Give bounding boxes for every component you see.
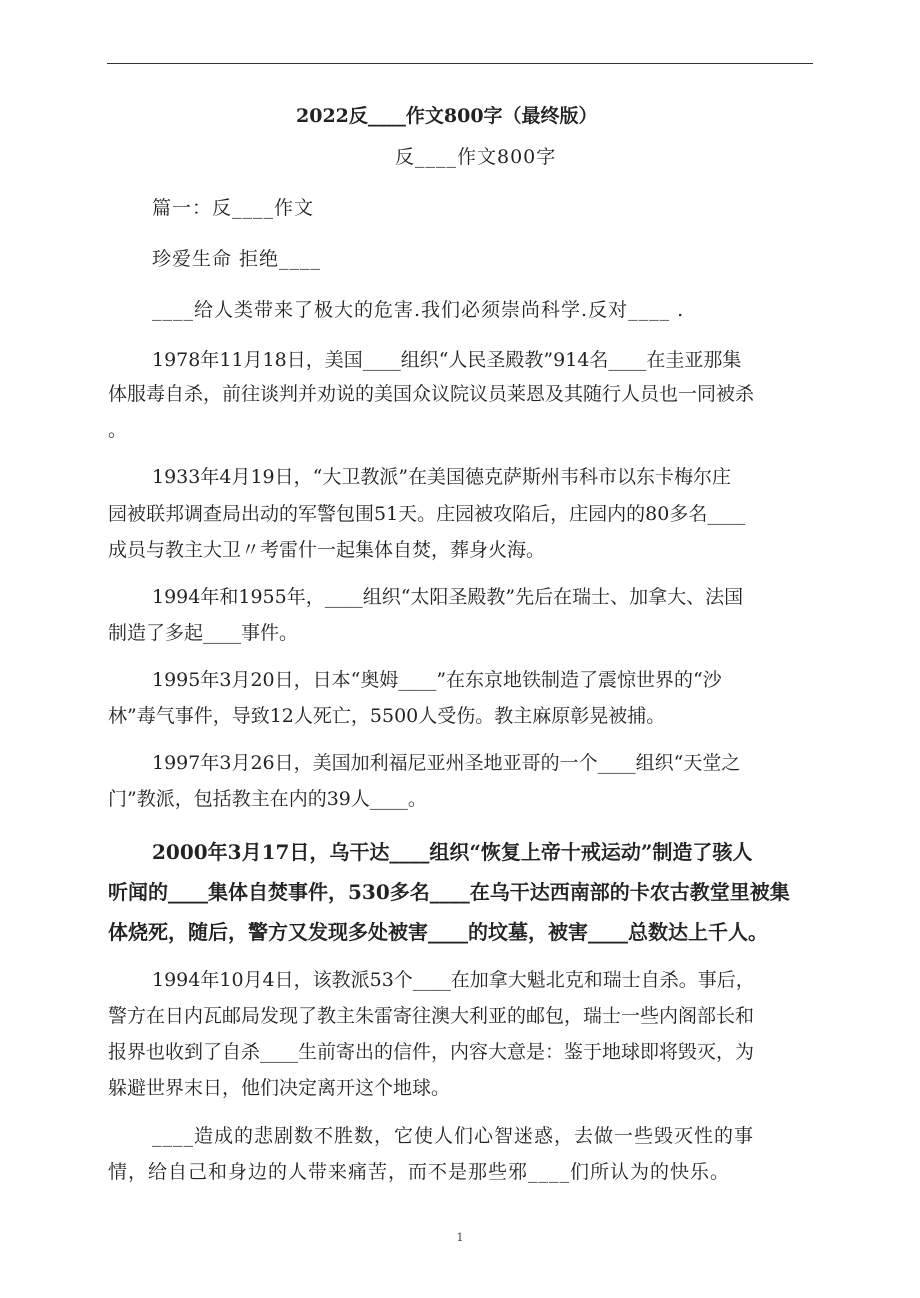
page-number: 1 [456,1231,464,1244]
paragraph-line: 情，给自己和身边的人带来痛苦，而不是那些邪____们所认为的快乐。 [108,1161,731,1183]
document-title: 2022反____作文800字（最终版） [296,105,598,127]
paragraph-line: 园被联邦调查局出动的军警包围51天。庄园被攻陷后，庄园内的80多名____ [108,503,746,525]
bold-paragraph-line: 听闻的____集体自焚事件，530多名____在乌干达西南部的卡农古教堂里被集 [108,880,790,904]
paragraph-line: 1994年和1955年，____组织“太阳圣殿教”先后在瑞士、加拿大、法国 [152,586,744,608]
paragraph-line: 1994年10月4日，该教派53个____在加拿大魁北克和瑞士自杀。事后， [152,969,755,991]
section-heading: 篇一：反____作文 [152,197,315,219]
paragraph-line: 警方在日内瓦邮局发现了教主朱雷寄往澳大利亚的邮包，瑞士一些内阁部长和 [108,1005,755,1027]
header-rule [107,63,813,64]
paragraph-line: 林”毒气事件，导致12人死亡，5500人受伤。教主麻原彰晃被捕。 [108,705,666,727]
bold-paragraph-line: 体烧死，随后，警方又发现多处被害____的坟墓，被害____总数达上千人。 [108,920,768,944]
paragraph-line: ____给人类带来了极大的危害.我们必须崇尚科学.反对____ . [152,299,685,321]
paragraph-line: 体服毒自杀，前往谈判并劝说的美国众议院议员莱恩及其随行人员也一同被杀 [108,383,755,405]
paragraph-line: 制造了多起____事件。 [108,622,299,644]
paragraph-line: 成员与教主大卫〃考雷什一起集体自焚，葬身火海。 [108,539,546,561]
paragraph-line: 门”教派，包括教主在内的39人____。 [108,788,427,810]
paragraph-line: 1995年3月20日，日本“奥姆____”在东京地铁制造了震惊世界的“沙 [152,669,722,691]
section-subheading: 珍爱生命 拒绝____ [152,248,322,270]
paragraph-line: 。 [108,419,128,441]
paragraph-line: 1997年3月26日，美国加利福尼亚州圣地亚哥的一个____组织“天堂之 [152,752,741,774]
paragraph-line: 报界也收到了自杀____生前寄出的信件，内容大意是：鉴于地球即将毁灭，为 [108,1041,755,1063]
paragraph-line: 躲避世界末日，他们决定离开这个地球。 [108,1077,451,1099]
bold-paragraph-line: 2000年3月17日，乌干达____组织“恢复上帝十戒运动”制造了骇人 [152,840,753,864]
paragraph-line: 1933年4月19日，“大卫教派”在美国德克萨斯州韦科市以东卡梅尔庄 [152,466,732,488]
document-subtitle: 反____作文800字 [395,146,557,168]
paragraph-line: ____造成的悲剧数不胜数，它使人们心智迷惑，去做一些毁灭性的事 [152,1125,755,1147]
paragraph-line: 1978年11月18日，美国____组织“人民圣殿教”914名____在圭亚那集 [152,349,742,371]
